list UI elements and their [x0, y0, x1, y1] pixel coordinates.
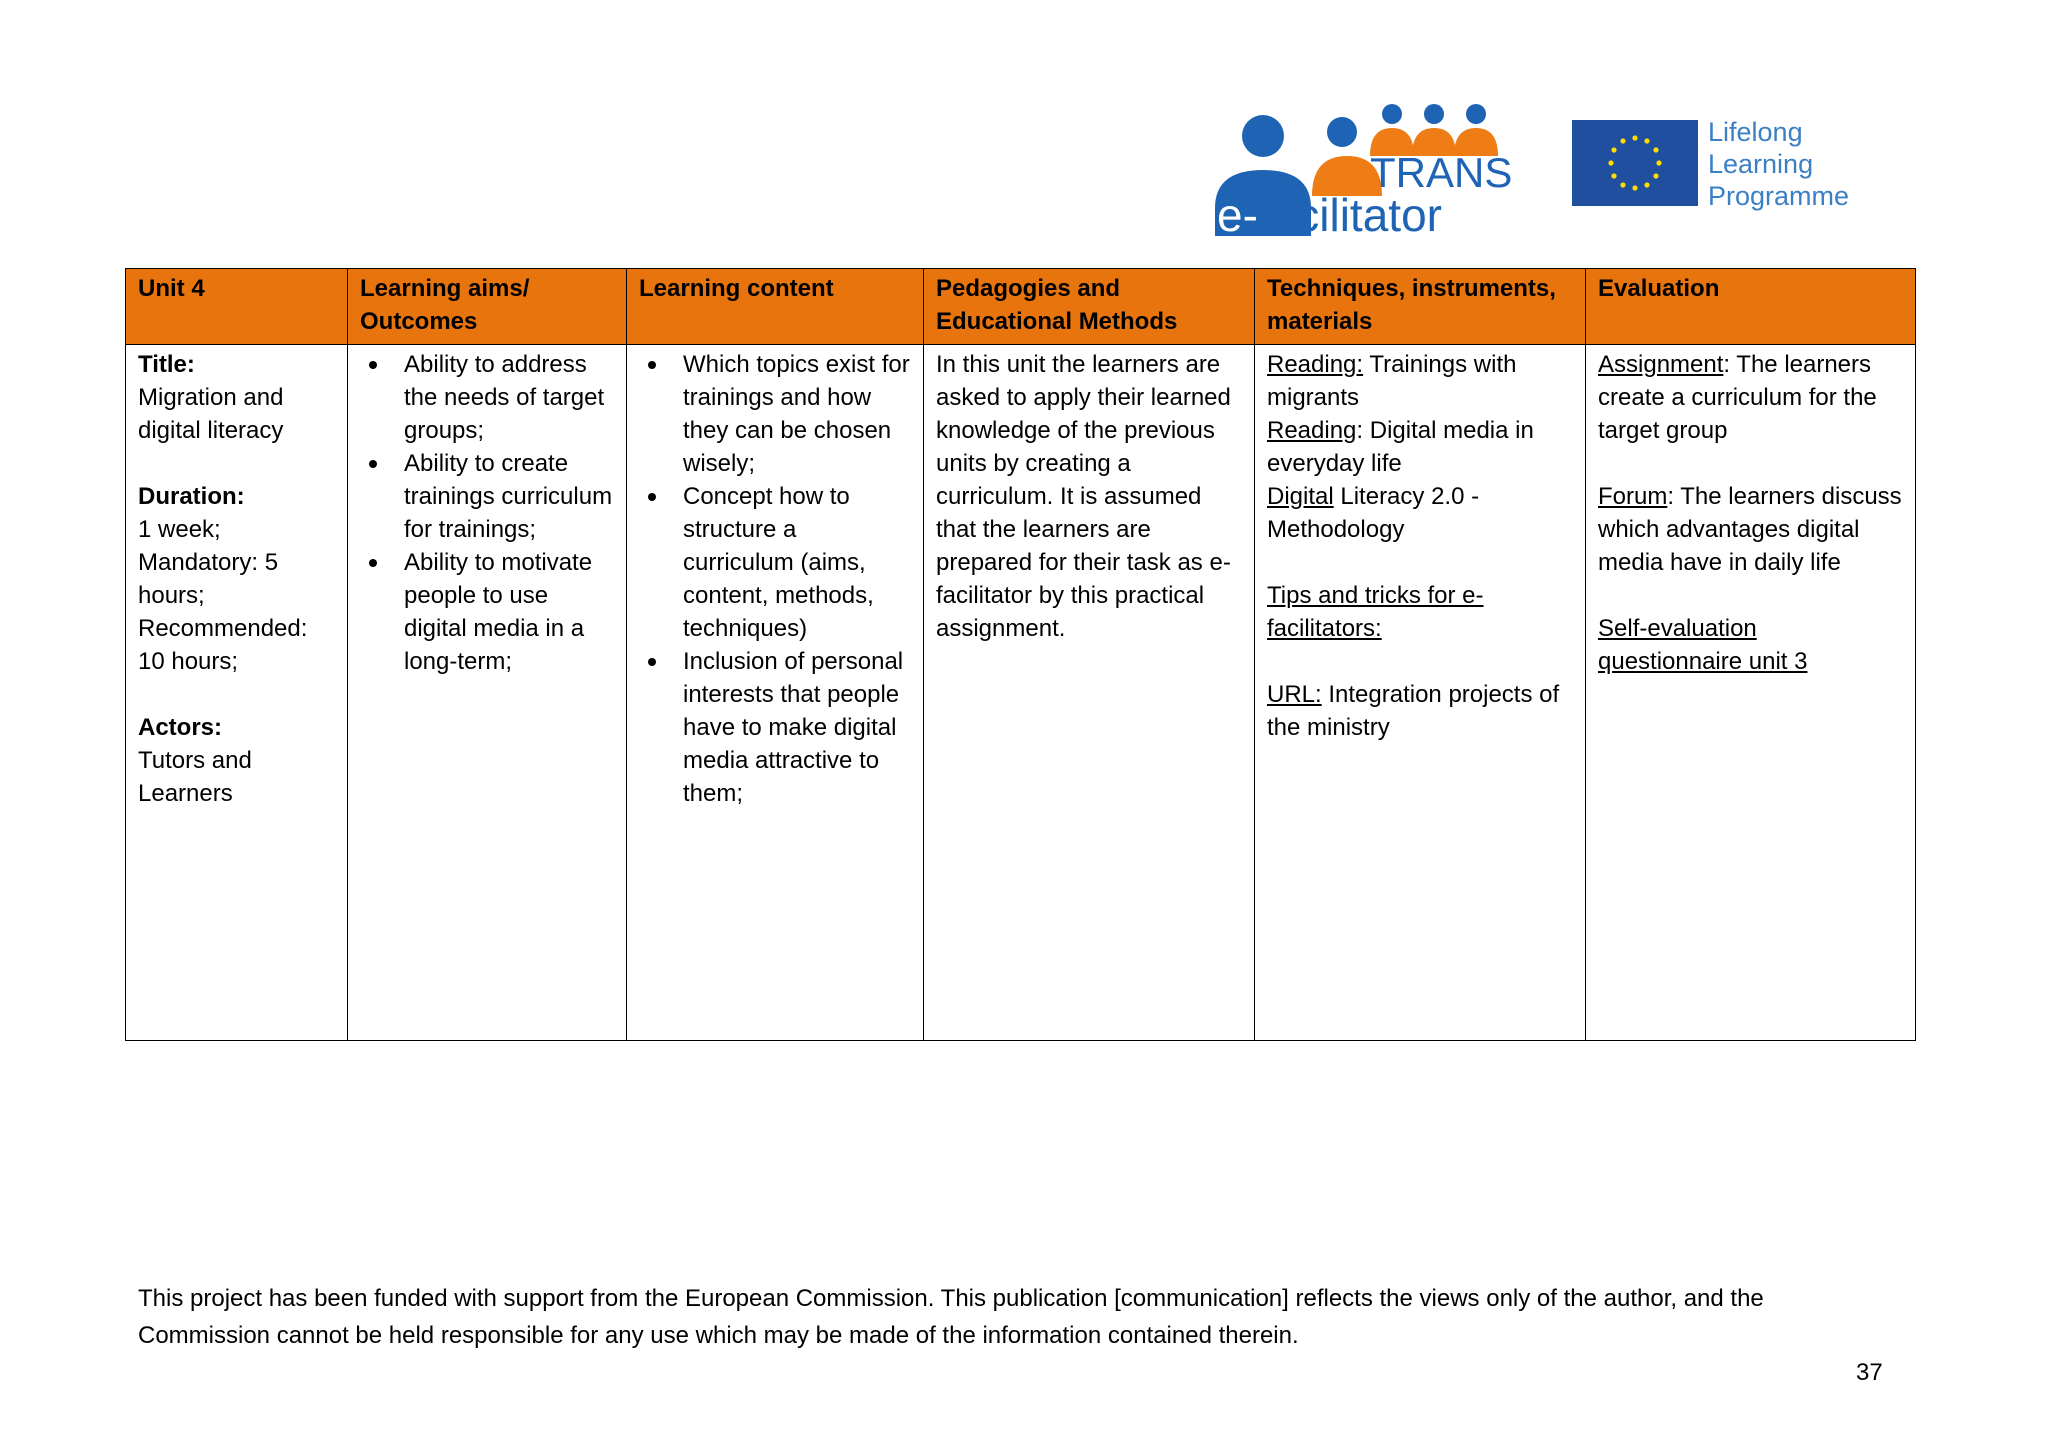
technique-text-1: Trainings with migrants	[1267, 351, 1517, 411]
header-learning-content: Learning content	[627, 269, 924, 345]
header-learning-aims: Learning aims/ Outcomes	[348, 269, 627, 345]
digital-literacy-link[interactable]: Digital	[1267, 483, 1334, 510]
trans-e-facilitator-logo	[1212, 100, 1513, 242]
evaluation-assignment	[1598, 348, 1903, 447]
technique-item-2	[1267, 414, 1573, 480]
technique-text-3: Literacy 2.0 - Methodology	[1267, 483, 1480, 543]
eu-flag-icon	[1572, 120, 1698, 206]
aims-list	[360, 348, 614, 678]
evaluation-forum	[1598, 480, 1903, 579]
funding-disclaimer: This project has been funded with support from the European Commission. This publication [communication] reflects the views only of the author, and the Commission cannot be held responsible for any use which may be made of the information contained therein.	[138, 1285, 1764, 1349]
tips-link[interactable]: Tips and tricks for e-facilitators:	[1267, 582, 1484, 642]
list-item: Ability to address the needs of target groups;	[404, 348, 614, 447]
duration-line-3: Recommended: 10 hours;	[138, 615, 308, 675]
list-item: Concept how to structure a curriculum (aims, content, methods, techniques)	[683, 480, 911, 645]
cell-techniques	[1255, 345, 1586, 1041]
llp-line-2: Learning	[1708, 149, 1814, 179]
cell-unit-info	[126, 345, 348, 1041]
technique-item-url	[1267, 678, 1573, 744]
logo-e-prefix: e-	[1217, 189, 1258, 241]
header-pedagogies: Pedagogies and Educational Methods	[924, 269, 1255, 345]
cell-learning-aims	[348, 345, 627, 1041]
header-unit: Unit 4	[126, 269, 348, 345]
cell-learning-content	[627, 345, 924, 1041]
lifelong-learning-programme-logo	[1572, 114, 1882, 210]
forum-link[interactable]: Forum	[1598, 483, 1668, 510]
list-item: Ability to create trainings curriculum for trainings;	[404, 447, 614, 546]
logo-facilitator-text: facilitator	[1257, 189, 1442, 241]
header-evaluation: Evaluation	[1586, 269, 1916, 345]
actors-value: Tutors and Learners	[138, 747, 252, 807]
content-list	[639, 348, 911, 810]
llp-line-3: Programme	[1708, 181, 1850, 211]
header-techniques: Techniques, instruments, materials	[1255, 269, 1586, 345]
logo-facilitator-word	[1217, 189, 1442, 241]
reading-link-1[interactable]: Reading:	[1267, 351, 1364, 378]
cell-pedagogies	[924, 345, 1255, 1041]
assignment-link[interactable]: Assignment	[1598, 351, 1724, 378]
cell-evaluation	[1586, 345, 1916, 1041]
technique-item-3	[1267, 480, 1573, 546]
table-header-row	[126, 269, 1916, 345]
technique-item-1	[1267, 348, 1573, 414]
logo-trans-word: TRANS	[1370, 149, 1513, 196]
page-number: 37	[1856, 1359, 1883, 1386]
reading-link-2[interactable]: Reading	[1267, 417, 1357, 444]
duration-line-2: Mandatory: 5 hours;	[138, 549, 279, 609]
technique-text-2: : Digital media in everyday life	[1267, 417, 1534, 477]
url-text: Integration projects of the ministry	[1267, 681, 1560, 741]
title-value: Migration and digital literacy	[138, 384, 284, 444]
llp-line-1: Lifelong	[1708, 117, 1803, 147]
duration-label: Duration:	[138, 483, 245, 510]
duration-line-1: 1 week;	[138, 516, 221, 543]
llp-logo-text	[1708, 116, 1849, 212]
actors-label: Actors:	[138, 714, 223, 741]
forum-text: : The learners discuss which advantages digital media have in daily life	[1598, 483, 1902, 576]
eu-stars-icon	[1572, 120, 1698, 206]
title-label: Title:	[138, 351, 195, 378]
table-row	[126, 345, 1916, 1041]
unit-table	[125, 268, 1916, 1041]
assignment-text: : The learners create a curriculum for the target group	[1598, 351, 1877, 444]
list-item: Which topics exist for trainings and how they can be chosen wisely;	[683, 348, 911, 480]
list-item: Ability to motivate people to use digital media in a long-term;	[404, 546, 614, 678]
url-link[interactable]: URL:	[1267, 681, 1322, 708]
methods-text: In this unit the learners are asked to apply their learned knowledge of the previous units by creating a curriculum. It is assumed that the learners are prepared for their task as e-facilitator by this practical assignment.	[936, 351, 1231, 642]
self-evaluation-link[interactable]: Self-evaluation questionnaire unit 3	[1598, 615, 1808, 675]
list-item: Inclusion of personal interests that people have to make digital media attractive to them;	[683, 645, 911, 810]
